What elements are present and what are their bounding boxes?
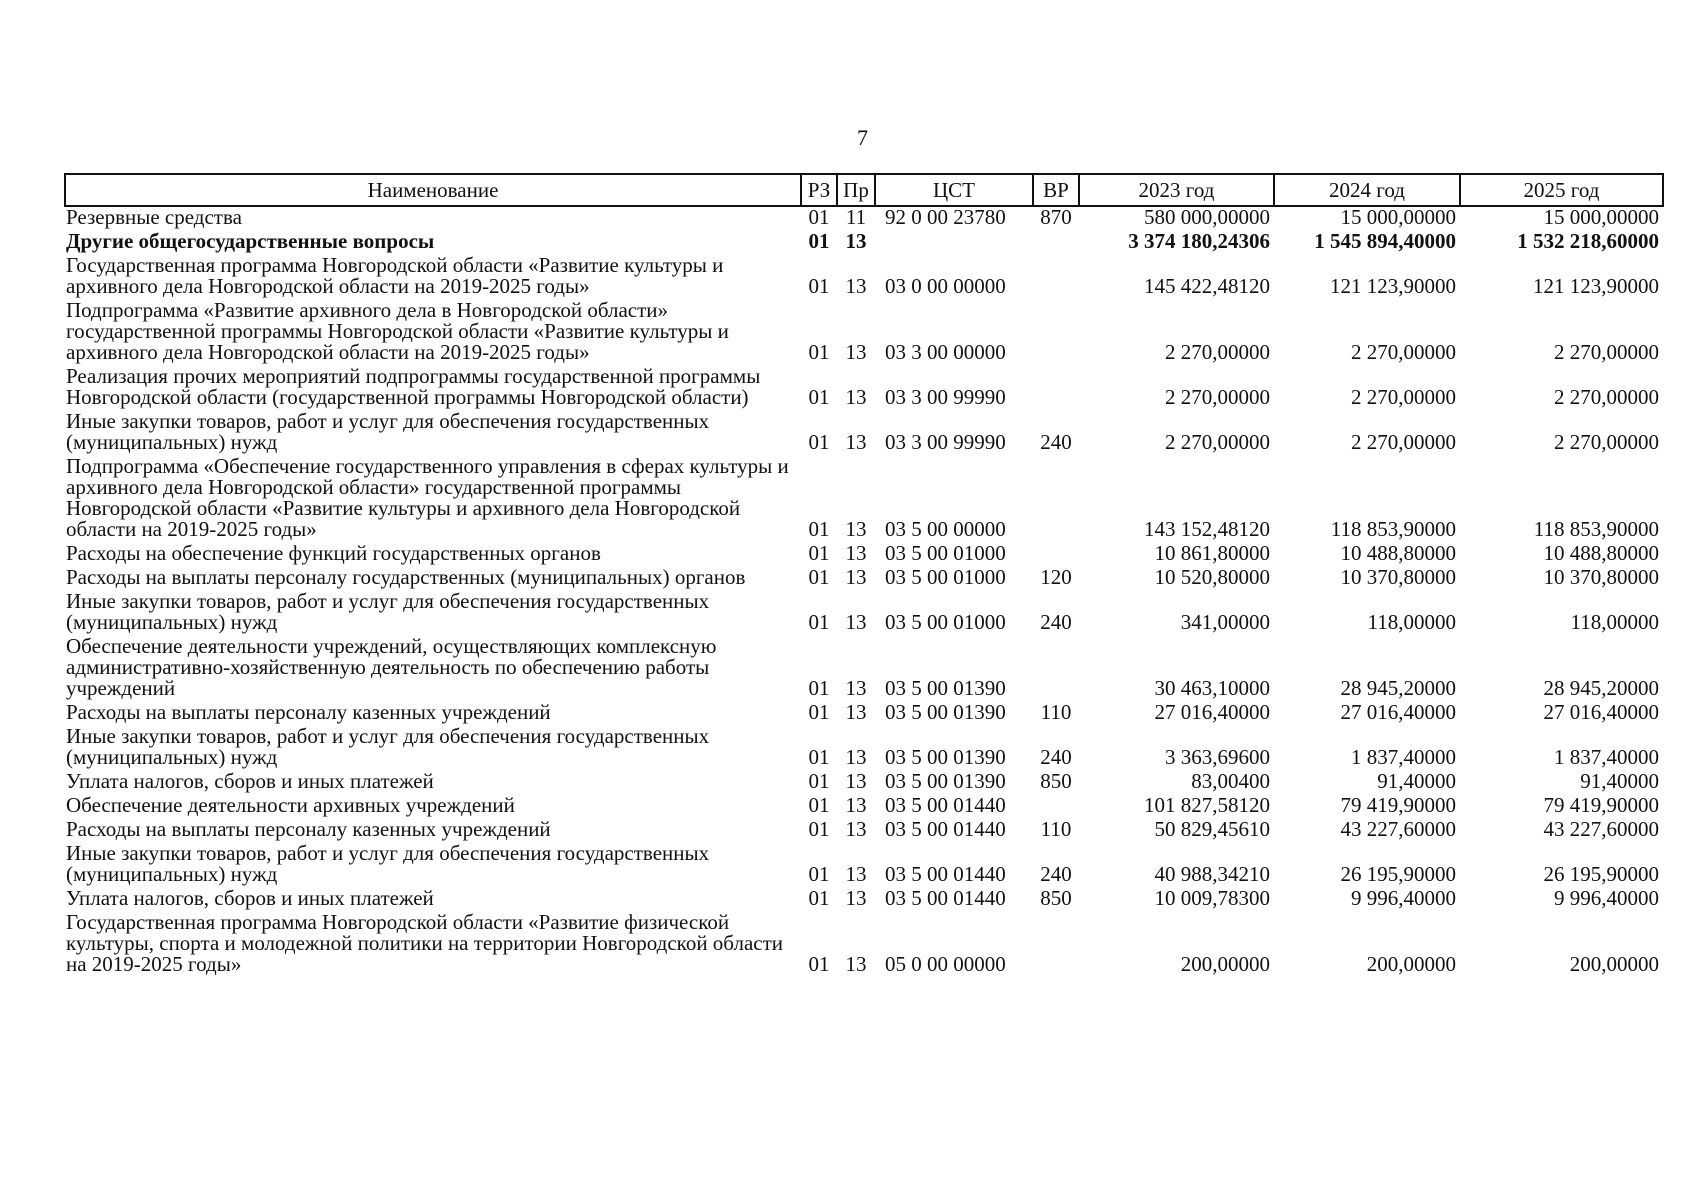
cell-name: Государственная программа Новгородской области «Развитие физической культуры, спорта и молодежной политики на территории Новгородской области на 2019-2025 годы» xyxy=(66,910,784,976)
table-row xyxy=(65,567,1663,591)
table-row xyxy=(65,726,1663,771)
cell-2024: 79 419,90000 xyxy=(1340,793,1456,817)
cell-vr: 850 xyxy=(1040,886,1072,910)
table-row xyxy=(65,912,1663,978)
cell-name: Иные закупки товаров, работ и услуг для обеспечения государственных (муниципальных) нужд xyxy=(66,409,710,454)
cell-2024: 118,00000 xyxy=(1367,610,1456,634)
cell-2025: 2 270,00000 xyxy=(1554,340,1659,364)
cell-2025: 28 945,20000 xyxy=(1543,676,1659,700)
header-cst: ЦСТ xyxy=(875,174,1033,206)
cell-name: Резервные средства xyxy=(66,205,242,229)
cell-2024: 27 016,40000 xyxy=(1340,700,1456,724)
cell-2024: 1 545 894,40000 xyxy=(1314,229,1456,253)
cell-vr: 240 xyxy=(1040,862,1072,886)
cell-2023: 10 009,78300 xyxy=(1154,886,1270,910)
header-2024: 2024 год xyxy=(1274,174,1460,206)
cell-2023: 101 827,58120 xyxy=(1144,793,1270,817)
cell-rz: 01 xyxy=(808,700,830,724)
cell-cst: 03 3 00 99990 xyxy=(885,385,1006,409)
cell-2025: 2 270,00000 xyxy=(1554,430,1659,454)
cell-name: Реализация прочих мероприятий подпрограммы государственной программы Новгородской области (государственной программы Новгородской области) xyxy=(66,364,761,409)
cell-2024: 10 370,80000 xyxy=(1340,565,1456,589)
cell-pr: 13 xyxy=(845,952,867,976)
cell-2025: 91,40000 xyxy=(1580,769,1659,793)
cell-rz: 01 xyxy=(808,274,830,298)
cell-2024: 26 195,90000 xyxy=(1340,862,1456,886)
cell-2024: 15 000,00000 xyxy=(1340,205,1456,229)
table-row xyxy=(65,819,1663,843)
cell-pr: 13 xyxy=(845,700,867,724)
table-header xyxy=(65,174,1663,206)
table-row xyxy=(65,366,1663,411)
cell-cst: 03 5 00 01390 xyxy=(885,700,1006,724)
cell-2023: 3 363,69600 xyxy=(1165,745,1270,769)
cell-vr xyxy=(1033,456,1079,543)
page-number: 7 xyxy=(857,125,868,150)
cell-vr xyxy=(1033,231,1079,255)
cell-name: Иные закупки товаров, работ и услуг для обеспечения государственных (муниципальных) нужд xyxy=(66,589,710,634)
cell-rz: 01 xyxy=(808,769,830,793)
cell-vr xyxy=(1033,366,1079,411)
cell-vr xyxy=(1033,912,1079,978)
cell-rz: 01 xyxy=(808,817,830,841)
cell-rz: 01 xyxy=(808,340,830,364)
cell-cst: 92 0 00 23780 xyxy=(885,205,1006,229)
cell-cst: 03 3 00 99990 xyxy=(885,430,1006,454)
cell-cst: 03 5 00 01440 xyxy=(885,862,1006,886)
cell-cst: 03 5 00 01440 xyxy=(885,817,1006,841)
cell-rz: 01 xyxy=(808,862,830,886)
cell-pr: 13 xyxy=(845,886,867,910)
cell-2025: 79 419,90000 xyxy=(1543,793,1659,817)
cell-rz: 01 xyxy=(808,676,830,700)
cell-cst: 03 5 00 01440 xyxy=(885,886,1006,910)
table-row xyxy=(65,231,1663,255)
cell-pr: 13 xyxy=(845,430,867,454)
cell-cst: 05 0 00 00000 xyxy=(885,952,1006,976)
cell-vr xyxy=(1033,300,1079,366)
cell-name: Государственная программа Новгородской области «Развитие культуры и архивного дела Новгородской области на 2019-2025 годы» xyxy=(66,253,724,298)
cell-pr: 13 xyxy=(845,793,867,817)
table-row xyxy=(65,888,1663,912)
cell-pr: 13 xyxy=(845,769,867,793)
cell-rz: 01 xyxy=(808,565,830,589)
cell-name: Иные закупки товаров, работ и услуг для обеспечения государственных (муниципальных) нужд xyxy=(66,724,710,769)
cell-name: Иные закупки товаров, работ и услуг для обеспечения государственных (муниципальных) нужд xyxy=(66,841,710,886)
cell-pr: 13 xyxy=(845,517,867,541)
cell-pr: 13 xyxy=(845,745,867,769)
cell-2023: 30 463,10000 xyxy=(1154,676,1270,700)
cell-vr: 240 xyxy=(1040,610,1072,634)
table-row xyxy=(65,300,1663,366)
cell-2024: 2 270,00000 xyxy=(1351,385,1456,409)
cell-2025: 27 016,40000 xyxy=(1543,700,1659,724)
cell-vr: 110 xyxy=(1040,700,1072,724)
table-body xyxy=(65,206,1663,978)
cell-2025: 118,00000 xyxy=(1570,610,1659,634)
table-row xyxy=(65,255,1663,300)
cell-name: Уплата налогов, сборов и иных платежей xyxy=(66,886,434,910)
cell-vr xyxy=(1033,255,1079,300)
header-pr: Пр xyxy=(837,174,875,206)
cell-cst: 03 0 00 00000 xyxy=(885,274,1006,298)
cell-rz: 01 xyxy=(808,745,830,769)
cell-2024: 10 488,80000 xyxy=(1340,541,1456,565)
cell-name: Подпрограмма «Развитие архивного дела в Новгородской области» государственной программы Новгородской области «Развитие культуры и архивного дела Новгородской области на 2019-2025 годы» xyxy=(66,298,729,364)
cell-2023: 2 270,00000 xyxy=(1165,385,1270,409)
cell-2023: 200,00000 xyxy=(1180,952,1270,976)
cell-pr: 13 xyxy=(845,340,867,364)
header-rz: РЗ xyxy=(801,174,837,206)
cell-pr: 13 xyxy=(845,565,867,589)
table-row xyxy=(65,702,1663,726)
cell-cst: 03 5 00 01000 xyxy=(885,541,1006,565)
cell-cst: 03 5 00 01440 xyxy=(885,793,1006,817)
cell-pr: 11 xyxy=(845,205,867,229)
cell-2025: 121 123,90000 xyxy=(1533,274,1659,298)
cell-name: Подпрограмма «Обеспечение государственного управления в сферах культуры и архивного дела Новгородской области» государственной программы Новгородской области «Развитие культуры и архивного дела Новгородской области на 2019-2025 годы» xyxy=(66,454,789,541)
cell-2025: 200,00000 xyxy=(1569,952,1659,976)
cell-2024: 2 270,00000 xyxy=(1351,430,1456,454)
cell-2025: 10 488,80000 xyxy=(1543,541,1659,565)
cell-cst: 03 5 00 01390 xyxy=(885,769,1006,793)
table-row xyxy=(65,206,1663,231)
cell-rz: 01 xyxy=(808,385,830,409)
cell-2024: 121 123,90000 xyxy=(1330,274,1456,298)
cell-rz: 01 xyxy=(808,430,830,454)
cell-rz: 01 xyxy=(808,952,830,976)
header-row xyxy=(65,174,1663,206)
cell-pr: 13 xyxy=(845,610,867,634)
cell-2023: 83,00400 xyxy=(1191,769,1270,793)
header-name: Наименование xyxy=(65,174,801,206)
cell-vr: 240 xyxy=(1040,430,1072,454)
cell-vr: 240 xyxy=(1040,745,1072,769)
cell-2023: 580 000,00000 xyxy=(1144,205,1270,229)
cell-name: Уплата налогов, сборов и иных платежей xyxy=(66,769,434,793)
table-row xyxy=(65,411,1663,456)
cell-2023: 40 988,34210 xyxy=(1154,862,1270,886)
cell-pr: 13 xyxy=(845,274,867,298)
cell-2023: 145 422,48120 xyxy=(1144,274,1270,298)
cell-2025: 2 270,00000 xyxy=(1554,385,1659,409)
cell-2024: 200,00000 xyxy=(1366,952,1456,976)
cell-pr: 13 xyxy=(845,862,867,886)
cell-2025: 1 837,40000 xyxy=(1554,745,1659,769)
cell-2023: 10 861,80000 xyxy=(1154,541,1270,565)
cell-2023: 341,00000 xyxy=(1180,610,1270,634)
table-row xyxy=(65,843,1663,888)
cell-2023: 2 270,00000 xyxy=(1165,430,1270,454)
cell-rz: 01 xyxy=(808,229,830,253)
cell-cst: 03 5 00 01000 xyxy=(885,610,1006,634)
header-vr: ВР xyxy=(1033,174,1079,206)
cell-2024: 1 837,40000 xyxy=(1351,745,1456,769)
table-row xyxy=(65,591,1663,636)
cell-vr xyxy=(1033,636,1079,702)
cell-2025: 9 996,40000 xyxy=(1554,886,1659,910)
cell-rz: 01 xyxy=(808,793,830,817)
cell-name: Расходы на обеспечение функций государственных органов xyxy=(66,541,601,565)
cell-cst xyxy=(875,231,1033,255)
cell-cst: 03 5 00 01390 xyxy=(885,676,1006,700)
cell-rz: 01 xyxy=(808,517,830,541)
cell-2023: 10 520,80000 xyxy=(1154,565,1270,589)
cell-2025: 10 370,80000 xyxy=(1543,565,1659,589)
cell-2024: 91,40000 xyxy=(1377,769,1456,793)
cell-vr: 870 xyxy=(1040,205,1072,229)
table-row xyxy=(65,771,1663,795)
cell-2023: 143 152,48120 xyxy=(1144,517,1270,541)
cell-name: Расходы на выплаты персоналу государственных (муниципальных) органов xyxy=(66,565,746,589)
cell-2024: 118 853,90000 xyxy=(1330,517,1456,541)
cell-2024: 2 270,00000 xyxy=(1351,340,1456,364)
cell-cst: 03 5 00 01000 xyxy=(885,565,1006,589)
cell-2025: 43 227,60000 xyxy=(1543,817,1659,841)
cell-2023: 2 270,00000 xyxy=(1165,340,1270,364)
cell-rz: 01 xyxy=(808,205,830,229)
cell-pr: 13 xyxy=(845,817,867,841)
cell-pr: 13 xyxy=(845,229,867,253)
cell-name: Расходы на выплаты персоналу казенных учреждений xyxy=(66,700,551,724)
cell-cst: 03 3 00 00000 xyxy=(885,340,1006,364)
cell-2025: 118 853,90000 xyxy=(1533,517,1659,541)
cell-name: Расходы на выплаты персоналу казенных учреждений xyxy=(66,817,551,841)
cell-pr: 13 xyxy=(845,385,867,409)
cell-2025: 15 000,00000 xyxy=(1543,205,1659,229)
cell-pr: 13 xyxy=(845,676,867,700)
cell-2023: 3 374 180,24306 xyxy=(1128,229,1270,253)
cell-rz: 01 xyxy=(808,886,830,910)
cell-2024: 43 227,60000 xyxy=(1340,817,1456,841)
cell-2024: 28 945,20000 xyxy=(1340,676,1456,700)
cell-cst: 03 5 00 01390 xyxy=(885,745,1006,769)
table-row xyxy=(65,636,1663,702)
header-2025: 2025 год xyxy=(1460,174,1663,206)
cell-2024: 9 996,40000 xyxy=(1351,886,1456,910)
cell-rz: 01 xyxy=(808,610,830,634)
cell-2025: 26 195,90000 xyxy=(1543,862,1659,886)
cell-2023: 27 016,40000 xyxy=(1154,700,1270,724)
table-row xyxy=(65,795,1663,819)
cell-cst: 03 5 00 00000 xyxy=(885,517,1006,541)
cell-2025: 1 532 218,60000 xyxy=(1517,229,1659,253)
cell-vr: 110 xyxy=(1040,817,1072,841)
budget-table xyxy=(64,173,1664,978)
cell-pr: 13 xyxy=(845,541,867,565)
cell-vr: 850 xyxy=(1040,769,1072,793)
cell-vr xyxy=(1033,795,1079,819)
cell-name: Обеспечение деятельности архивных учреждений xyxy=(66,793,515,817)
header-2023: 2023 год xyxy=(1079,174,1274,206)
table-row xyxy=(65,543,1663,567)
cell-rz: 01 xyxy=(808,541,830,565)
cell-vr: 120 xyxy=(1040,565,1072,589)
cell-name: Другие общегосударственные вопросы xyxy=(66,229,435,253)
cell-name: Обеспечение деятельности учреждений, осуществляющих комплексную административно-хозяйственную деятельность по обеспечению работы учреждений xyxy=(66,634,717,700)
cell-2023: 50 829,45610 xyxy=(1154,817,1270,841)
cell-vr xyxy=(1033,543,1079,567)
table-row xyxy=(65,456,1663,543)
